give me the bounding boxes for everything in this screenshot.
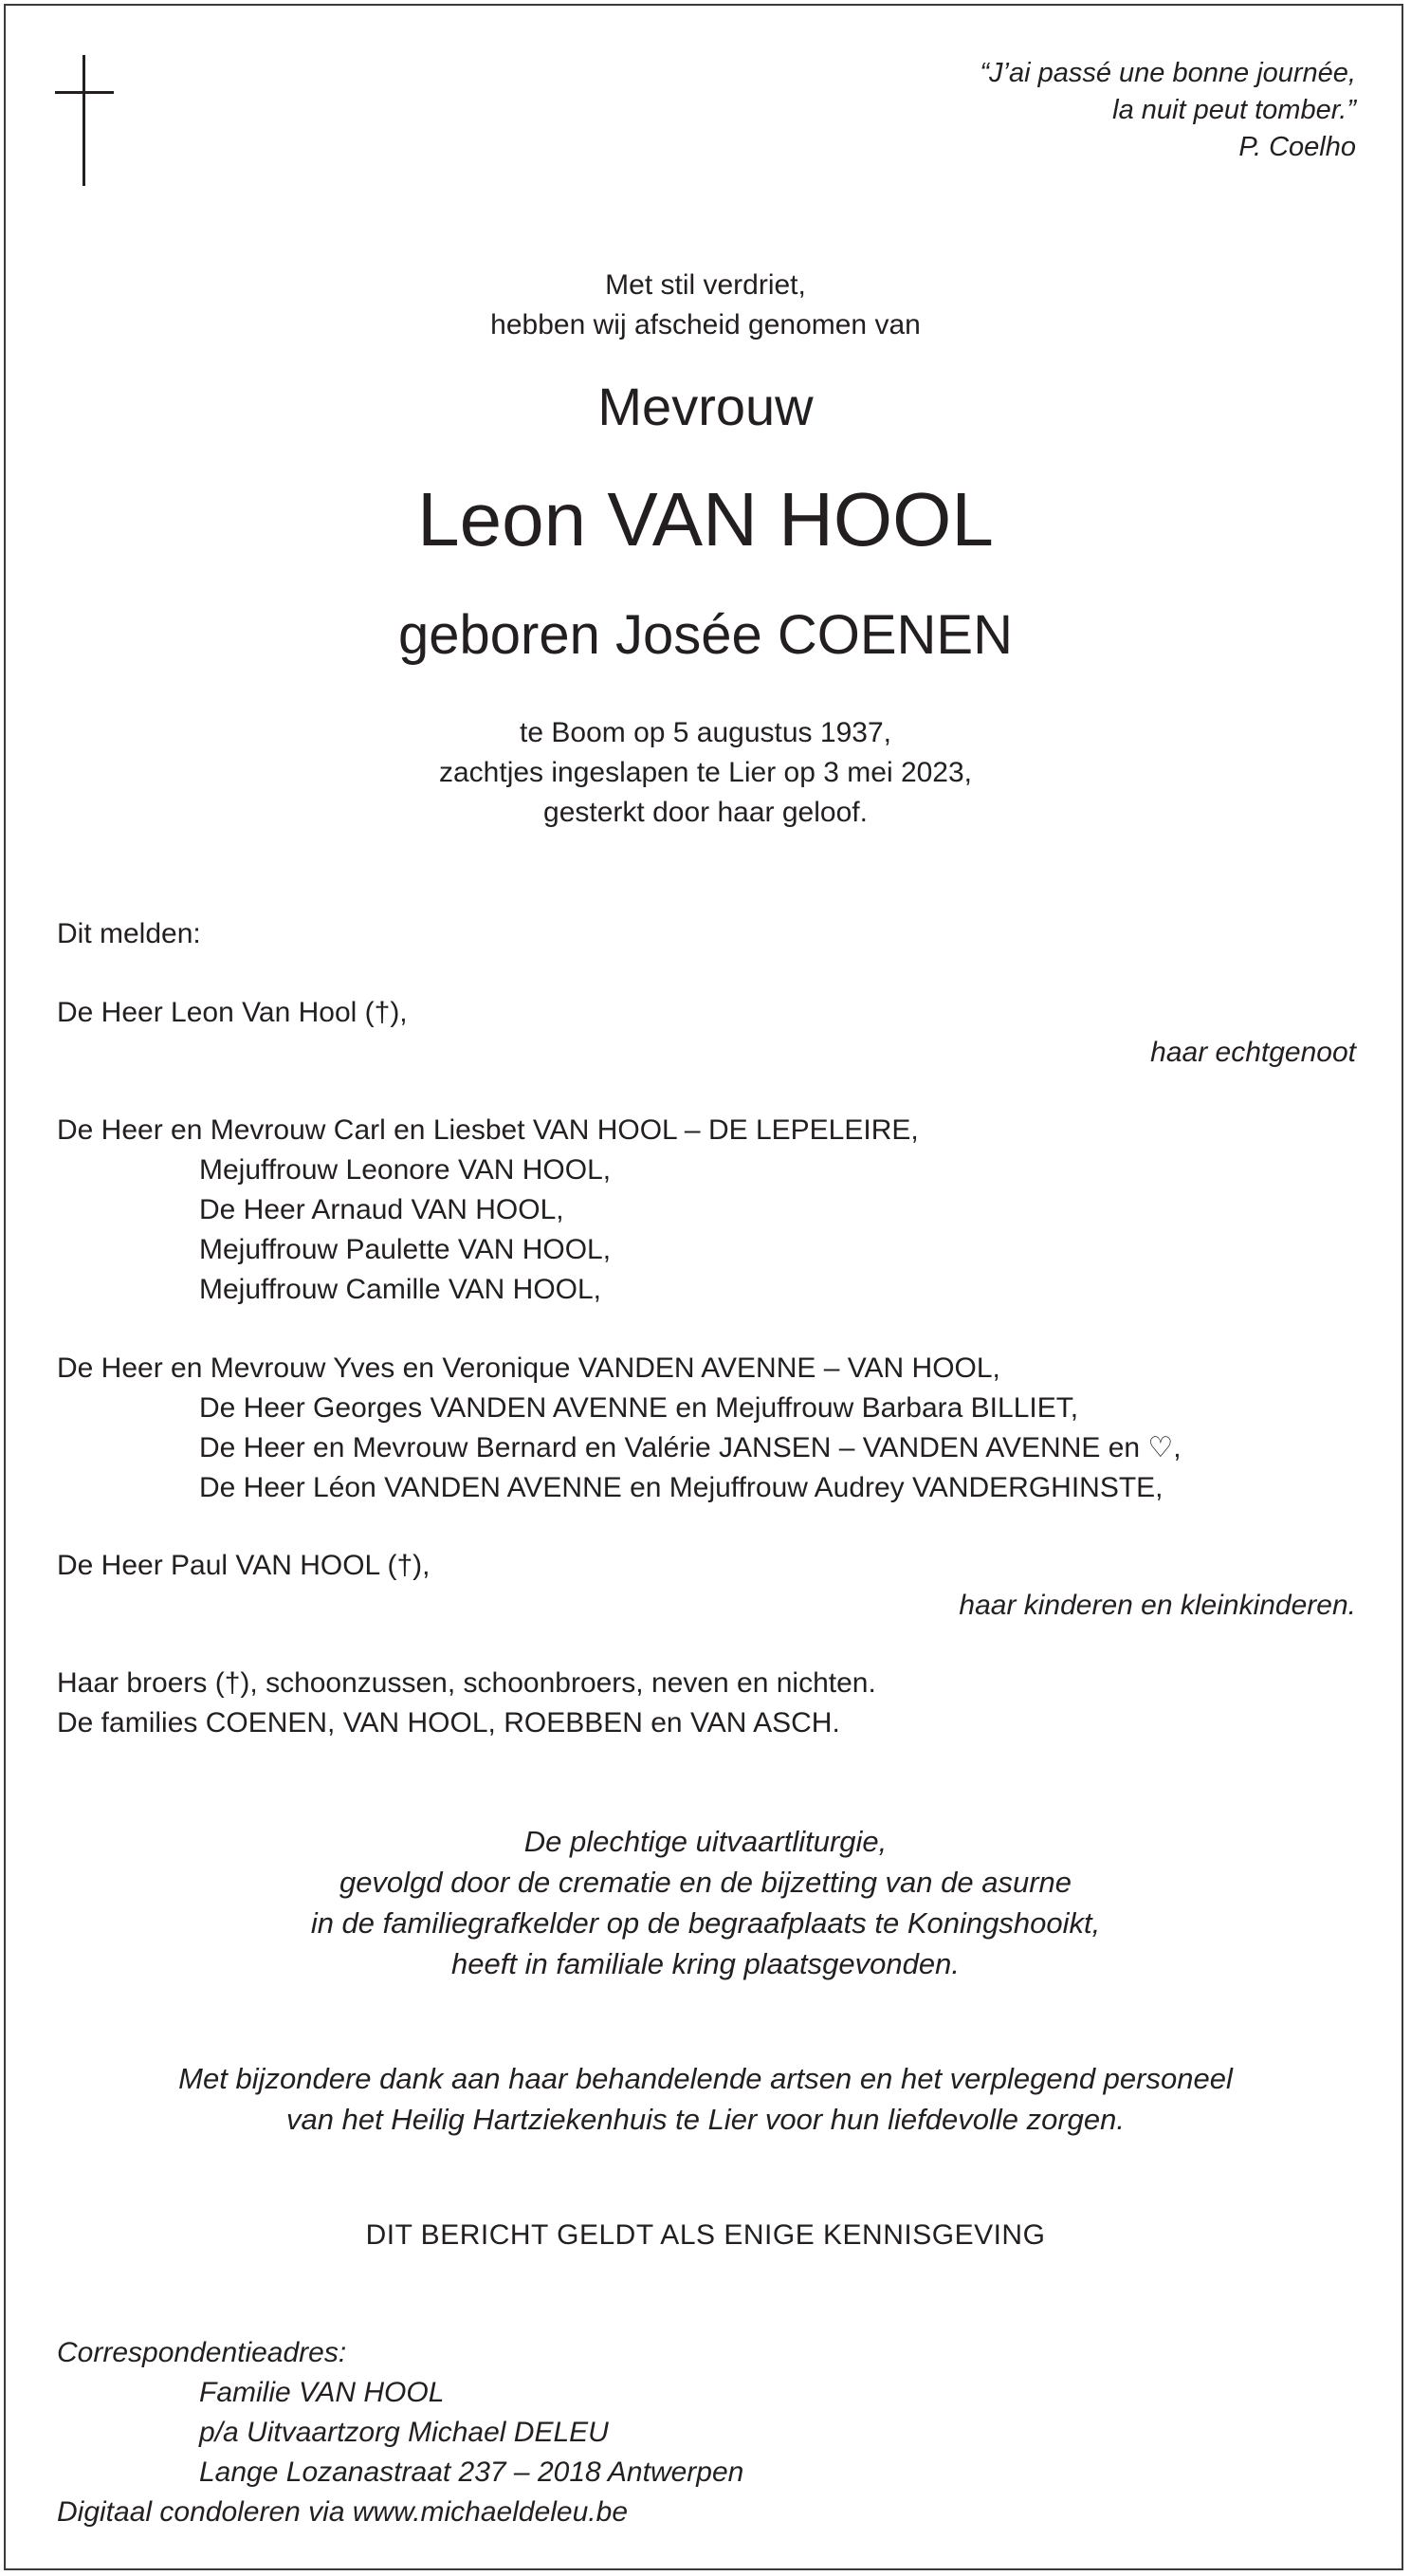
correspondence-label: Correspondentieadres: bbox=[57, 2337, 347, 2368]
ceremony-text bbox=[0, 1821, 1411, 1984]
death-line: zachtjes ingeslapen te Lier op 3 mei 2023, bbox=[438, 757, 973, 788]
deceased-title: Mevrouw bbox=[597, 377, 814, 436]
thanks-line-2: van het Heilig Hartziekenhuis te Lier voor hun liefdevolle zorgen. bbox=[286, 2103, 1125, 2136]
thanks-text bbox=[0, 2058, 1411, 2140]
group2-head: De Heer en Mevrouw Yves en Veronique VANDEN AVENNE – VAN HOOL, bbox=[57, 1352, 1000, 1384]
quote-block bbox=[980, 55, 1356, 166]
intro-line-2: hebben wij afscheid genomen van bbox=[490, 309, 921, 340]
ceremony-line-1: De plechtige uitvaartliturgie, bbox=[523, 1825, 888, 1858]
family-heading: Dit melden: bbox=[57, 918, 201, 949]
birth-line: te Boom op 5 augustus 1937, bbox=[520, 717, 891, 748]
ceremony-line-4: heeft in familiale kring plaatsgevonden. bbox=[451, 1947, 960, 1980]
son-line: De Heer Paul VAN HOOL (†), bbox=[57, 1550, 431, 1581]
intro-line-1: Met stil verdriet, bbox=[605, 269, 806, 301]
deceased-maiden-name: geboren Josée COENEN bbox=[398, 604, 1013, 666]
deceased-name: Leon VAN HOOL bbox=[417, 477, 994, 561]
group1-child: De Heer Arnaud VAN HOOL, bbox=[199, 1194, 564, 1225]
cross-icon bbox=[55, 55, 114, 186]
notice-text: DIT BERICHT GELDT ALS ENIGE KENNISGEVING bbox=[365, 2219, 1046, 2251]
quote-line-2: la nuit peut tomber.” bbox=[1112, 95, 1356, 125]
faith-line: gesterkt door haar geloof. bbox=[543, 797, 868, 828]
condolence-link[interactable]: Digitaal condoleren via www.michaeldeleu.be bbox=[57, 2496, 629, 2528]
group1-child: Mejuffrouw Paulette VAN HOOL, bbox=[199, 1234, 612, 1265]
ceremony-line-3: in de familiegrafkelder op de begraafplaats te Koningshooikt, bbox=[310, 1906, 1101, 1940]
group2-child: De Heer Georges VANDEN AVENNE en Mejuffrouw Barbara BILLIET, bbox=[199, 1392, 1079, 1424]
quote-author: P. Coelho bbox=[1238, 132, 1356, 162]
life-dates bbox=[0, 713, 1411, 833]
quote-line-1: “J’ai passé une bonne journée, bbox=[980, 58, 1356, 88]
families-line: De families COENEN, VAN HOOL, ROEBBEN en VAN ASCH. bbox=[57, 1707, 840, 1739]
correspondence-line-2: p/a Uitvaartzorg Michael DELEU bbox=[199, 2417, 609, 2448]
correspondence-line-1: Familie VAN HOOL bbox=[199, 2377, 445, 2408]
intro-text bbox=[0, 266, 1411, 345]
group1-head: De Heer en Mevrouw Carl en Liesbet VAN HOOL – DE LEPELEIRE, bbox=[57, 1114, 919, 1146]
siblings-line: Haar broers (†), schoonzussen, schoonbroers, neven en nichten. bbox=[57, 1667, 876, 1699]
group2-child: De Heer en Mevrouw Bernard en Valérie JANSEN – VANDEN AVENNE en ♡, bbox=[199, 1432, 1182, 1463]
spouse-line: De Heer Leon Van Hool (†), bbox=[57, 997, 408, 1028]
correspondence-block bbox=[57, 2333, 743, 2532]
group1-child: Mejuffrouw Camille VAN HOOL, bbox=[199, 1274, 602, 1305]
ceremony-line-2: gevolgd door de crematie en de bijzetting van de asurne bbox=[339, 1866, 1072, 1899]
thanks-line-1: Met bijzondere dank aan haar behandelende artsen en het verplegend personeel bbox=[178, 2062, 1233, 2095]
children-role: haar kinderen en kleinkinderen. bbox=[959, 1590, 1356, 1621]
group2-child: De Heer Léon VANDEN AVENNE en Mejuffrouw Audrey VANDERGHINSTE, bbox=[199, 1472, 1164, 1503]
spouse-role: haar echtgenoot bbox=[1150, 1037, 1356, 1068]
group1-child: Mejuffrouw Leonore VAN HOOL, bbox=[199, 1154, 612, 1186]
correspondence-line-3: Lange Lozanastraat 237 – 2018 Antwerpen bbox=[199, 2456, 744, 2488]
